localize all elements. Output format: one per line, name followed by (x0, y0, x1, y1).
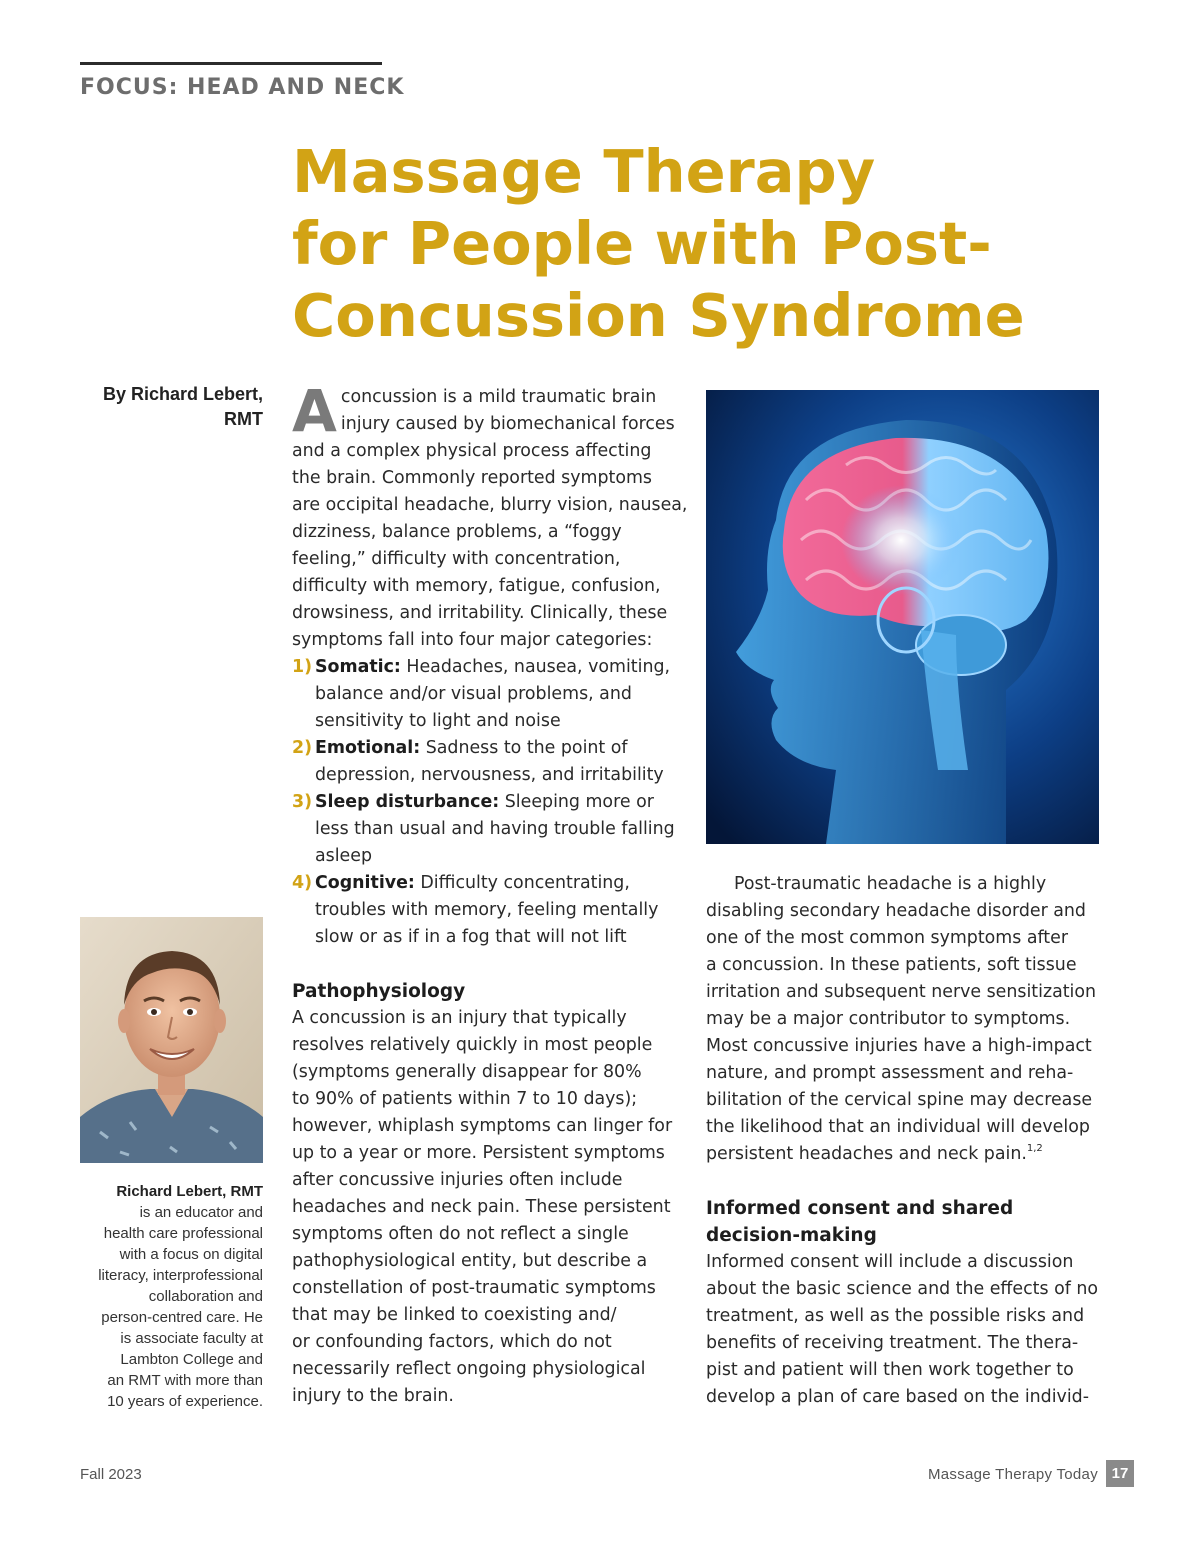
body-line: or confounding factors, which do not (292, 1332, 612, 1352)
list-item (292, 654, 692, 681)
bio-line: collaboration and (148, 1288, 263, 1305)
list-line: less than usual and having trouble falling (315, 819, 675, 839)
body-line: and a complex physical process affecting (292, 441, 652, 461)
list-item (292, 789, 692, 816)
body-line: difficulty with memory, fatigue, confusion, (292, 576, 661, 596)
byline (80, 382, 263, 432)
article-column-1 (292, 377, 692, 1410)
body-line: up to a year or more. Persistent symptoms (292, 1143, 665, 1163)
list-item (292, 735, 692, 762)
body-line: necessarily reflect ongoing physiological (292, 1359, 646, 1379)
paragraph-gap (292, 951, 692, 978)
title-line: for People with Post- (292, 209, 992, 278)
list-line: slow or as if in a fog that will not lift (315, 927, 627, 947)
list-number: 2) (292, 738, 313, 758)
author-photo (80, 917, 263, 1163)
body-line: a concussion. In these patients, soft tissue (706, 955, 1077, 975)
bio-line: is an educator and (139, 1204, 263, 1221)
body-line: benefits of receiving treatment. The thera- (706, 1333, 1079, 1353)
section-rule (80, 62, 382, 65)
body-line: resolves relatively quickly in most people (292, 1035, 653, 1055)
body-line: the brain. Commonly reported symptoms (292, 468, 652, 488)
body-line: to 90% of patients within 7 to 10 days); (292, 1089, 638, 1109)
body-line: injury to the brain. (292, 1386, 454, 1406)
body-line: feeling,” difficulty with concentration, (292, 549, 621, 569)
body-line: disabling secondary headache disorder and (706, 901, 1086, 921)
bio-line: with a focus on digital (119, 1246, 263, 1263)
title-line: Massage Therapy (292, 137, 876, 206)
body-line: symptoms fall into four major categories: (292, 630, 653, 650)
body-line: treatment, as well as the possible risks and (706, 1306, 1085, 1326)
bio-line: is associate faculty at (120, 1330, 263, 1347)
list-number: 1) (292, 657, 313, 677)
list-line: depression, nervousness, and irritability (315, 765, 664, 785)
list-line: troubles with memory, feeling mentally (315, 900, 659, 920)
body-line: pathophysiological entity, but describe a (292, 1251, 648, 1271)
body-line: pist and patient will then work together to (706, 1360, 1074, 1380)
list-line: sensitivity to light and noise (315, 711, 561, 731)
citation: 1,2 (1026, 1143, 1043, 1154)
body-line: A concussion is an injury that typically (292, 1008, 627, 1028)
title-line: Concussion Syndrome (292, 281, 1025, 350)
body-line: bilitation of the cervical spine may decrease (706, 1090, 1093, 1110)
byline-line: By Richard Lebert, (102, 384, 263, 404)
list-label: Somatic: (315, 657, 401, 677)
bio-name: Richard Lebert, RMT (116, 1183, 263, 1200)
body-line (706, 1141, 1106, 1168)
body-line: after concussive injuries often include (292, 1170, 623, 1190)
bio-line: literacy, interprofessional (98, 1267, 263, 1284)
body-line: (symptoms generally disappear for 80% (292, 1062, 642, 1082)
bio-line: an RMT with more than (107, 1372, 263, 1389)
list-text: Sadness to the point of (420, 738, 628, 758)
footer-publication: Massage Therapy Today (927, 1466, 1098, 1483)
list-label: Cognitive: (315, 873, 415, 893)
body-text: persistent headaches and neck pain. (706, 1144, 1027, 1164)
body-line: that may be linked to coexisting and/ (292, 1305, 617, 1325)
body-line: symptoms often do not reflect a single (292, 1224, 629, 1244)
body-line: nature, and prompt assessment and reha- (706, 1063, 1074, 1083)
paragraph-gap (706, 1168, 1106, 1195)
footer-issue: Fall 2023 (80, 1466, 142, 1483)
body-line: the likelihood that an individual will develop (706, 1117, 1090, 1137)
body-line: however, whiplash symptoms can linger for (292, 1116, 673, 1136)
list-text: Difficulty concentrating, (414, 873, 630, 893)
list-line: balance and/or visual problems, and (315, 684, 632, 704)
list-label: Sleep disturbance: (315, 792, 500, 812)
bio-line: person-centred care. He (101, 1309, 263, 1326)
body-line: are occipital headache, blurry vision, nausea, (292, 495, 688, 515)
body-line: one of the most common symptoms after (706, 928, 1068, 948)
body-line: may be a major contributor to symptoms. (706, 1009, 1071, 1029)
byline-line: RMT (224, 409, 263, 429)
body-line: dizziness, balance problems, a “foggy (292, 522, 622, 542)
list-number: 3) (292, 792, 313, 812)
body-line: Informed consent will include a discussion (706, 1252, 1074, 1272)
body-line: Most concussive injuries have a high-impact (706, 1036, 1092, 1056)
body-line: concussion is a mild traumatic brain (340, 387, 657, 407)
body-line: constellation of post-traumatic symptoms (292, 1278, 656, 1298)
body-line: headaches and neck pain. These persistent (292, 1197, 671, 1217)
bio-line: Lambton College and (120, 1351, 263, 1368)
section-heading: decision-making (706, 1225, 877, 1246)
body-line: injury caused by biomechanical forces (340, 414, 675, 434)
section-heading: Pathophysiology (292, 981, 466, 1002)
list-number: 4) (292, 873, 313, 893)
body-line: develop a plan of care based on the individ- (706, 1387, 1089, 1407)
bio-line: 10 years of experience. (107, 1393, 263, 1410)
body-line: irritation and subsequent nerve sensitization (706, 982, 1097, 1002)
list-item (292, 870, 692, 897)
article-column-2 (706, 871, 1106, 1411)
section-heading: Informed consent and shared (706, 1198, 1014, 1219)
list-line: asleep (315, 846, 372, 866)
body-line: about the basic science and the effects of no (706, 1279, 1099, 1299)
body-line: Post-traumatic headache is a highly (734, 874, 1047, 894)
drop-cap: A (292, 377, 337, 445)
article-title (292, 136, 1172, 352)
brain-illustration (706, 390, 1099, 844)
author-bio (72, 1181, 263, 1412)
list-text: Sleeping more or (499, 792, 654, 812)
page-number: 17 (1106, 1460, 1134, 1487)
list-text: Headaches, nausea, vomiting, (400, 657, 671, 677)
section-label: FOCUS: HEAD AND NECK (80, 75, 405, 100)
body-line: drowsiness, and irritability. Clinically, these (292, 603, 668, 623)
list-label: Emotional: (315, 738, 421, 758)
bio-line: health care professional (103, 1225, 263, 1242)
